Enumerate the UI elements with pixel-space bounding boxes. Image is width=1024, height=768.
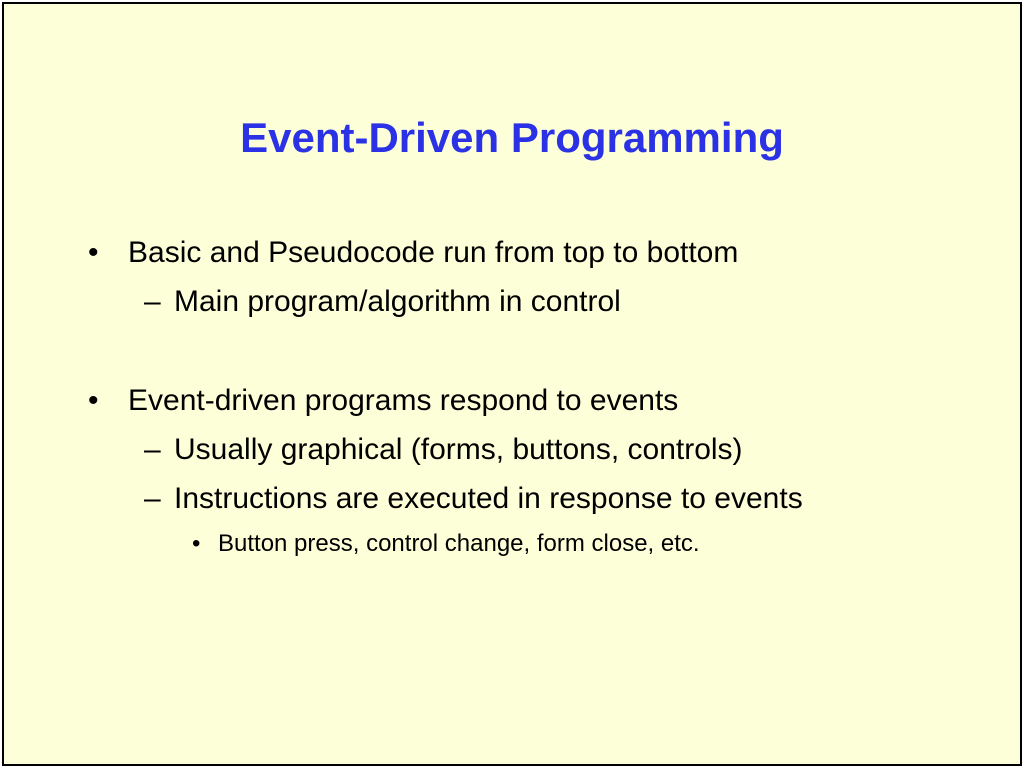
slide-body <box>4 4 1020 764</box>
bullet-marker: • <box>88 384 99 417</box>
sub-bullet-text: Main program/algorithm in control <box>174 285 621 318</box>
bullet-text: Event-driven programs respond to events <box>128 384 679 417</box>
sub-bullet-text: Instructions are executed in response to events <box>174 482 803 515</box>
bullet-text: Basic and Pseudocode run from top to bottom <box>128 236 739 269</box>
sub-bullet-marker: – <box>144 482 161 515</box>
bullet-marker: • <box>88 236 99 269</box>
sub-bullet-text: Usually graphical (forms, buttons, controls) <box>174 433 743 466</box>
slide-title: Event-Driven Programming <box>240 114 784 161</box>
sub-sub-bullet-text: Button press, control change, form close, etc. <box>218 530 700 557</box>
sub-bullet-marker: – <box>144 285 161 318</box>
sub-bullet-marker: – <box>144 433 161 466</box>
sub-sub-bullet-marker: • <box>192 530 201 557</box>
slide <box>2 2 1022 766</box>
